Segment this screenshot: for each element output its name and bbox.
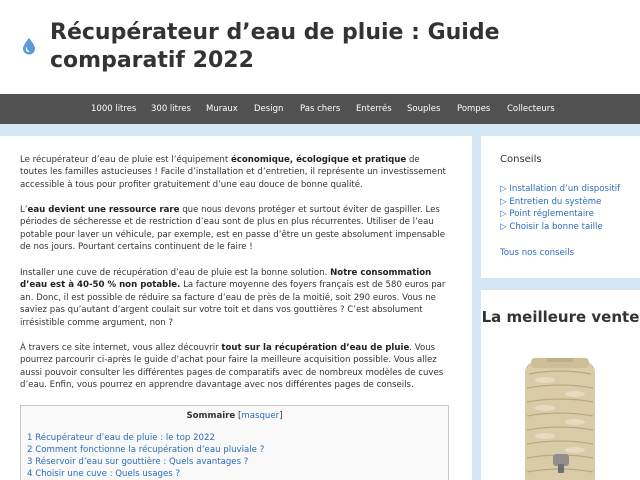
intro-paragraph-1 — [20, 154, 448, 191]
main-content — [0, 136, 472, 480]
toc-item-4[interactable]: 4 Choisir une cuve : Quels usages ? — [27, 469, 181, 479]
water-tank-image[interactable] — [521, 358, 599, 480]
nav-item-pas-chers[interactable]: Pas chers — [300, 104, 341, 114]
text: La facture moyenne des foyers français est de 580 euros par an. Donc, il est possible de réduire sa facture d’eau de près de la moitié, soit 290 euros. Vous ne saviez pas qu’autant d’argent coulait sur votre toit et dans vos gouttières ? C’est absolument irrésistible comme argument, non ? — [20, 280, 446, 328]
bracket: [ — [235, 411, 242, 421]
sidebar-link-taille[interactable]: ▷ Choisir la bonne taille — [500, 222, 603, 232]
site-title[interactable]: Récupérateur d’eau de pluie : Guide comparatif 2022 — [50, 20, 500, 73]
text: L’ — [20, 205, 28, 215]
toc-hide-link[interactable]: masquer — [241, 411, 280, 421]
nav-item-collecteurs[interactable]: Collecteurs — [507, 104, 555, 114]
toc-header — [21, 411, 448, 421]
text: Le récupérateur d’eau de pluie est l’équipement — [20, 155, 231, 165]
sidebar-heading: Conseils — [500, 154, 542, 165]
bold-text: eau devient une ressource rare — [27, 205, 180, 215]
nav-item-1000-litres[interactable]: 1000 litres — [91, 104, 137, 114]
nav-item-300-litres[interactable]: 300 litres — [151, 104, 191, 114]
text: que nous devons protéger et surtout éviter de gaspiller. Les périodes de sécheresse et de restriction d’eau sont de plus en plus récurrentes. Utiliser de l’eau potable pour laver un véhicule, par exemple, est en passe d’être un geste absolument impensable de nos jours. Pourtant certains continuent de le faire ! — [20, 205, 446, 253]
bold-text: tout sur la récupération d’eau de pluie — [221, 343, 410, 353]
text: de toutes les familles astucieuses ! Facile d’installation et d’entretien, il représente un investissement accessible à tous pour profiter gratuitement d’une eau douce de bonne qualité. — [20, 155, 446, 190]
sidebar-link-installation[interactable]: ▷ Installation d’un dispositif — [500, 184, 621, 194]
sidebar-link-entretien[interactable]: ▷ Entretien du système — [500, 197, 602, 207]
site-header — [0, 0, 640, 94]
nav-item-design[interactable]: Design — [254, 104, 284, 114]
sidebar-best-seller — [481, 290, 640, 480]
sidebar-link-all-advice[interactable]: Tous nos conseils — [500, 248, 575, 258]
nav-item-enterres[interactable]: Enterrés — [356, 104, 392, 114]
nav-item-muraux[interactable]: Muraux — [206, 104, 238, 114]
intro-paragraph-3 — [20, 267, 448, 329]
sidebar-conseils — [481, 136, 640, 278]
text: À travers ce site internet, vous allez découvrir — [20, 343, 222, 353]
sidebar-link-reglementaire[interactable]: ▷ Point réglementaire — [500, 209, 594, 219]
table-of-contents — [20, 405, 449, 480]
intro-paragraph-2 — [20, 204, 448, 254]
toc-item-2[interactable]: 2 Comment fonctionne la récupération d’eau pluviale ? — [27, 445, 265, 455]
best-seller-title: La meilleure vente — [481, 308, 640, 326]
text: . Vous pourrez parcourir ci-après le guide d’achat pour faire la meilleure acquisition possible. Vous allez aussi pouvoir consulter les différentes pages de comparatifs avec de nombreux modèles de cuves d’eau. Enfin, vous pourrez en apprendre davantage avec nos différentes pages de conseils. — [20, 343, 444, 391]
bold-text: Notre consommation d’eau est à 40-50 % non potable. — [20, 268, 432, 291]
bold-text: économique, écologique et pratique — [230, 155, 407, 165]
water-drop-icon[interactable] — [20, 37, 38, 55]
text: Installer une cuve de récupération d’eau de pluie est la bonne solution. — [20, 268, 331, 278]
main-nav — [0, 94, 640, 124]
bracket: ] — [279, 411, 283, 421]
toc-title: Sommaire — [186, 411, 236, 421]
nav-item-pompes[interactable]: Pompes — [457, 104, 491, 114]
toc-item-1[interactable]: 1 Récupérateur d’eau de pluie : le top 2022 — [27, 433, 215, 443]
nav-item-souples[interactable]: Souples — [407, 104, 441, 114]
intro-paragraph-4 — [20, 342, 448, 392]
toc-item-3[interactable]: 3 Réservoir d’eau sur gouttière : Quels avantages ? — [27, 457, 249, 467]
